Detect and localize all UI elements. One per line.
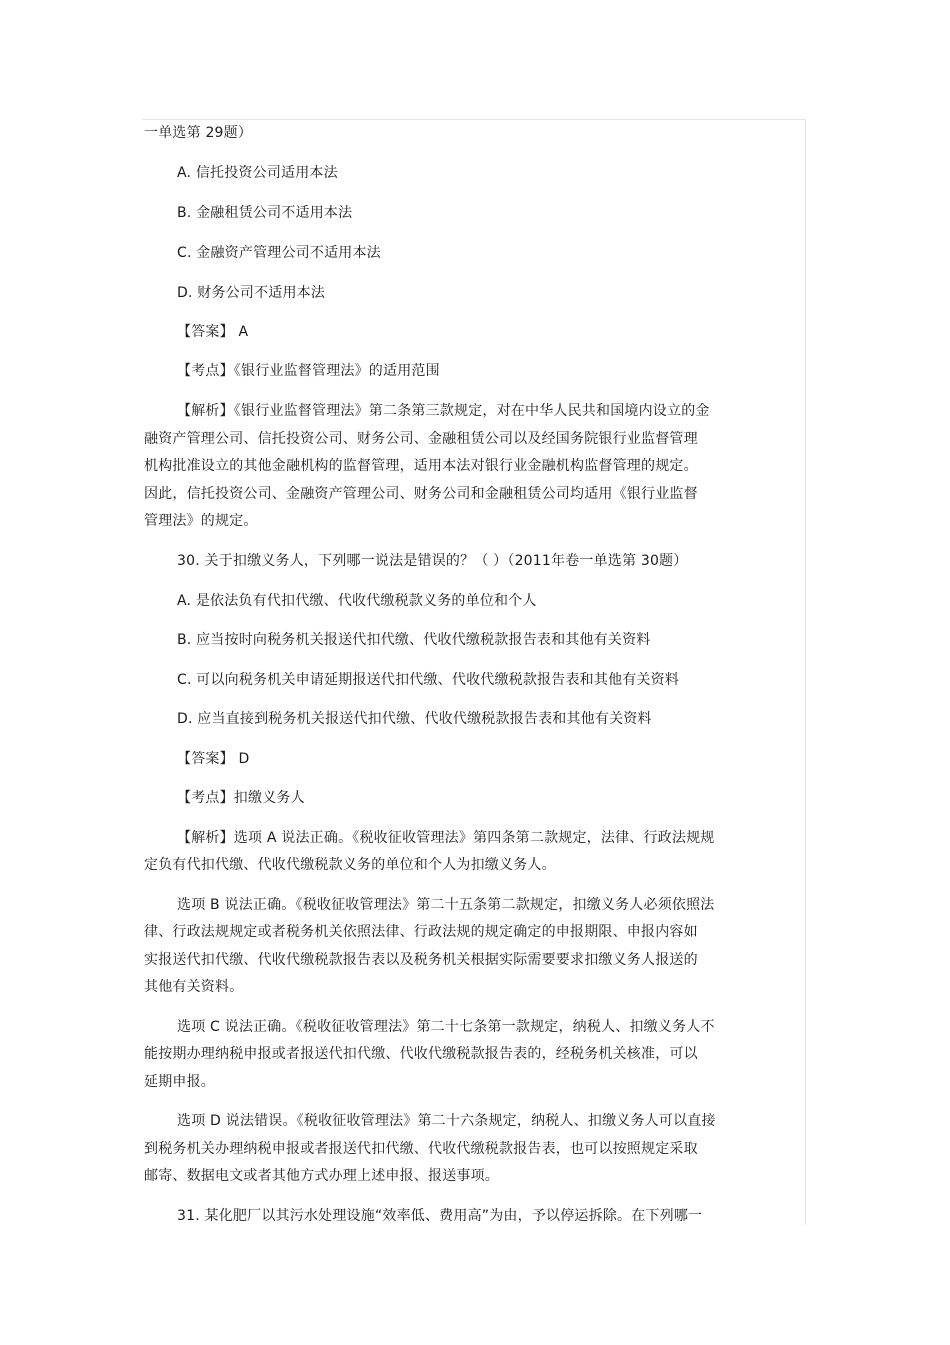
q29-analysis-line-5: 管理法》的规定。 bbox=[144, 513, 258, 529]
q30-answer: 【答案】 D bbox=[177, 751, 250, 767]
q29-topic: 【考点】《银行业监督管理法》的适用范围 bbox=[177, 363, 440, 379]
q30-analysis-b-line-2: 律、行政法规规定或者税务机关依照法律、行政法规的规定确定的申报期限、申报内容如 bbox=[144, 924, 698, 940]
question-31: 31. 某化肥厂以其污水处理设施“效率低、费用高”为由，予以停运拆除。在下列哪一 bbox=[177, 1208, 703, 1224]
q30-analysis-c-line-2: 能按期办理纳税申报或者报送代扣代缴、代收代缴税款报告表的，经税务机关核准，可以 bbox=[144, 1046, 698, 1062]
q29-analysis-line-4: 因此，信托投资公司、金融资产管理公司、财务公司和金融租赁公司均适用《银行业监督 bbox=[144, 486, 698, 502]
q29-option-d: D. 财务公司不适用本法 bbox=[177, 285, 326, 301]
q29-option-b: B. 金融租赁公司不适用本法 bbox=[177, 205, 353, 221]
q30-analysis-a-line-1: 【解析】选项 A 说法正确。《税收征收管理法》第四条第二款规定，法律、行政法规规 bbox=[177, 830, 715, 846]
q30-analysis-b-line-4: 其他有关资料。 bbox=[144, 979, 244, 995]
q29-option-c: C. 金融资产管理公司不适用本法 bbox=[177, 245, 381, 261]
q30-analysis-b-line-3: 实报送代扣代缴、代收代缴税款报告表以及税务机关根据实际需要要求扣缴义务人报送的 bbox=[144, 952, 698, 968]
q30-option-c: C. 可以向税务机关申请延期报送代扣代缴、代收代缴税款报告表和其他有关资料 bbox=[177, 672, 680, 688]
question-29-tail: 一单选第 29题） bbox=[144, 125, 253, 141]
q30-option-b: B. 应当按时向税务机关报送代扣代缴、代收代缴税款报告表和其他有关资料 bbox=[177, 632, 651, 648]
q29-option-a: A. 信托投资公司适用本法 bbox=[177, 165, 338, 181]
q29-analysis-line-2: 融资产管理公司、信托投资公司、财务公司、金融租赁公司以及经国务院银行业监督管理 bbox=[144, 431, 698, 447]
q29-analysis-line-3: 机构批准设立的其他金融机构的监督管理，适用本法对银行业金融机构监督管理的规定。 bbox=[144, 458, 698, 474]
q30-analysis-d-line-3: 邮寄、数据电文或者其他方式办理上述申报、报送事项。 bbox=[144, 1168, 499, 1184]
q30-analysis-c-line-3: 延期申报。 bbox=[144, 1074, 215, 1090]
q30-analysis-d-line-2: 到税务机关办理纳税申报或者报送代扣代缴、代收代缴税款报告表，也可以按照规定采取 bbox=[144, 1141, 698, 1157]
question-30: 30. 关于扣缴义务人，下列哪一说法是错误的？（ ）（2011年卷一单选第 30题） bbox=[177, 553, 688, 569]
q30-analysis-a-line-2: 定负有代扣代缴、代收代缴税款义务的单位和个人为扣缴义务人。 bbox=[144, 857, 556, 873]
q30-option-a: A. 是依法负有代扣代缴、代收代缴税款义务的单位和个人 bbox=[177, 593, 537, 609]
q29-analysis-line-1: 【解析】《银行业监督管理法》第二条第三款规定，对在中华人民共和国境内设立的金 bbox=[177, 403, 710, 419]
q30-analysis-d-line-1: 选项 D 说法错误。《税收征收管理法》第二十六条规定，纳税人、扣缴义务人可以直接 bbox=[177, 1113, 716, 1129]
q30-option-d: D. 应当直接到税务机关报送代扣代缴、代收代缴税款报告表和其他有关资料 bbox=[177, 711, 652, 727]
q30-analysis-b-line-1: 选项 B 说法正确。《税收征收管理法》第二十五条第二款规定，扣缴义务人必须依照法 bbox=[177, 897, 715, 913]
q30-analysis-c-line-1: 选项 C 说法正确。《税收征收管理法》第二十七条第一款规定，纳税人、扣缴义务人不 bbox=[177, 1019, 715, 1035]
q30-topic: 【考点】扣缴义务人 bbox=[177, 790, 305, 806]
q29-answer: 【答案】 A bbox=[177, 324, 249, 340]
